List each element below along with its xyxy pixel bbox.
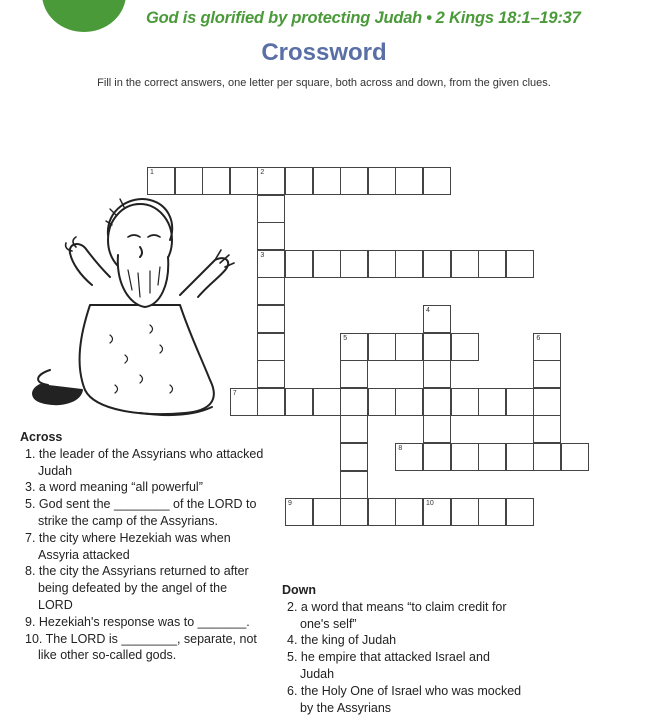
crossword-cell[interactable] <box>368 498 396 526</box>
crossword-cell[interactable] <box>533 360 561 388</box>
crossword-cell[interactable] <box>257 167 285 195</box>
crossword-cell[interactable] <box>451 250 479 278</box>
crossword-cell[interactable] <box>423 250 451 278</box>
crossword-cell[interactable] <box>423 360 451 388</box>
praying-man-illustration <box>20 185 250 425</box>
clue-number: 1 <box>150 169 154 176</box>
clue-number: 7 <box>232 389 237 397</box>
down-clues <box>282 582 522 716</box>
clue-number: 5 <box>343 334 348 342</box>
across-clue-1: 1. the leader of the Assyrians who attacked Judah <box>25 446 264 478</box>
green-logo-icon <box>40 0 128 34</box>
clue-number: 6 <box>536 334 541 342</box>
across-clue-10: 10. The LORD is ________, separate, not like other so-called gods. <box>25 631 257 663</box>
crossword-cell[interactable] <box>340 250 368 278</box>
crossword-cell[interactable] <box>257 360 285 388</box>
clue-number: 3 <box>260 251 265 259</box>
down-clue-6: 6. the Holy One of Israel who was mocked by the Assyrians <box>287 683 522 715</box>
clue-number: 8 <box>398 445 403 452</box>
across-clue-3: 3. a word meaning “all powerful” <box>25 480 203 495</box>
crossword-cell[interactable] <box>313 498 341 526</box>
crossword-cell[interactable] <box>202 167 230 195</box>
crossword-cell[interactable] <box>533 415 561 443</box>
crossword-cell[interactable] <box>451 333 479 361</box>
across-clue-9: 9. Hezekiah's response was to _______. <box>25 614 250 629</box>
crossword-cell[interactable] <box>506 388 534 416</box>
clue-number: 9 <box>288 500 292 508</box>
crossword-cell[interactable] <box>368 333 396 361</box>
crossword-cell[interactable] <box>285 250 313 278</box>
subtitle-separator: • <box>426 9 432 27</box>
crossword-cell[interactable] <box>478 388 506 416</box>
crossword-cell[interactable] <box>368 388 396 416</box>
crossword-cell[interactable] <box>340 333 368 361</box>
crossword-cell[interactable] <box>313 167 341 195</box>
across-clue-5: 5. God sent the ________ of the LORD to strike the camp of the Assyrians. <box>25 497 257 528</box>
crossword-cell[interactable] <box>313 388 341 416</box>
crossword-cell[interactable] <box>395 167 423 195</box>
crossword-cell[interactable] <box>340 167 368 195</box>
crossword-cell[interactable] <box>423 167 451 195</box>
crossword-cell[interactable] <box>395 443 423 471</box>
crossword-cell[interactable] <box>340 415 368 443</box>
crossword-cell[interactable] <box>230 167 258 195</box>
crossword-cell[interactable] <box>285 498 313 526</box>
crossword-cell[interactable] <box>506 443 534 471</box>
crossword-cell[interactable] <box>423 305 451 333</box>
crossword-cell[interactable] <box>423 443 451 471</box>
crossword-cell[interactable] <box>257 222 285 250</box>
crossword-cell[interactable] <box>395 333 423 361</box>
clue-number: 4 <box>426 307 430 314</box>
crossword-cell[interactable] <box>423 333 451 361</box>
crossword-cell[interactable] <box>506 498 534 526</box>
crossword-cell[interactable] <box>147 167 175 195</box>
across-clue-8: 8. the city the Assyrians returned to after being defeated by the angel of the LORD <box>25 564 249 612</box>
crossword-cell[interactable] <box>257 277 285 305</box>
crossword-cell[interactable] <box>175 167 203 195</box>
crossword-cell[interactable] <box>478 250 506 278</box>
crossword-cell[interactable] <box>451 443 479 471</box>
crossword-cell[interactable] <box>395 388 423 416</box>
crossword-cell[interactable] <box>340 388 368 416</box>
crossword-cell[interactable] <box>478 443 506 471</box>
crossword-cell[interactable] <box>451 498 479 526</box>
crossword-cell[interactable] <box>368 250 396 278</box>
crossword-cell[interactable] <box>313 250 341 278</box>
across-clue-7: 7. the city where Hezekiah was when Assyria attacked <box>25 530 231 562</box>
across-clues <box>20 429 265 664</box>
crossword-cell[interactable] <box>423 498 451 526</box>
subtitle-text: God is glorified by protecting Judah <box>146 9 423 27</box>
crossword-cell[interactable] <box>257 333 285 361</box>
crossword-cell[interactable] <box>340 360 368 388</box>
down-clue-5: 5. he empire that attacked Israel and Judah <box>287 650 490 681</box>
crossword-cell[interactable] <box>257 305 285 333</box>
lesson-subtitle <box>146 9 581 28</box>
clue-number: 2 <box>260 169 265 176</box>
crossword-cell[interactable] <box>368 167 396 195</box>
crossword-cell[interactable] <box>533 443 561 471</box>
crossword-cell[interactable] <box>533 388 561 416</box>
crossword-cell[interactable] <box>340 471 368 499</box>
crossword-cell[interactable] <box>257 250 285 278</box>
crossword-cell[interactable] <box>561 443 589 471</box>
clue-number: 10 <box>426 500 434 508</box>
crossword-cell[interactable] <box>451 388 479 416</box>
crossword-cell[interactable] <box>285 388 313 416</box>
down-clue-2: 2. a word that means “to claim credit for one's self” <box>287 599 507 631</box>
crossword-cell[interactable] <box>285 167 313 195</box>
page-title: Crossword <box>261 39 387 66</box>
crossword-cell[interactable] <box>257 195 285 223</box>
crossword-cell[interactable] <box>230 388 258 416</box>
across-heading: Across <box>20 430 63 444</box>
instructions: Fill in the correct answers, one letter per square, both across and down, from the given clues. <box>97 77 551 89</box>
crossword-cell[interactable] <box>340 498 368 526</box>
crossword-cell[interactable] <box>257 388 285 416</box>
crossword-cell[interactable] <box>533 333 561 361</box>
down-clue-4: 4. the king of Judah <box>287 633 397 648</box>
down-heading: Down <box>282 583 317 597</box>
crossword-cell[interactable] <box>506 250 534 278</box>
crossword-cell[interactable] <box>423 415 451 443</box>
crossword-cell[interactable] <box>395 498 423 526</box>
crossword-cell[interactable] <box>423 388 451 416</box>
scripture-reference: 2 Kings 18:1–19:37 <box>435 9 581 27</box>
crossword-cell[interactable] <box>395 250 423 278</box>
crossword-cell[interactable] <box>340 443 368 471</box>
crossword-cell[interactable] <box>478 498 506 526</box>
